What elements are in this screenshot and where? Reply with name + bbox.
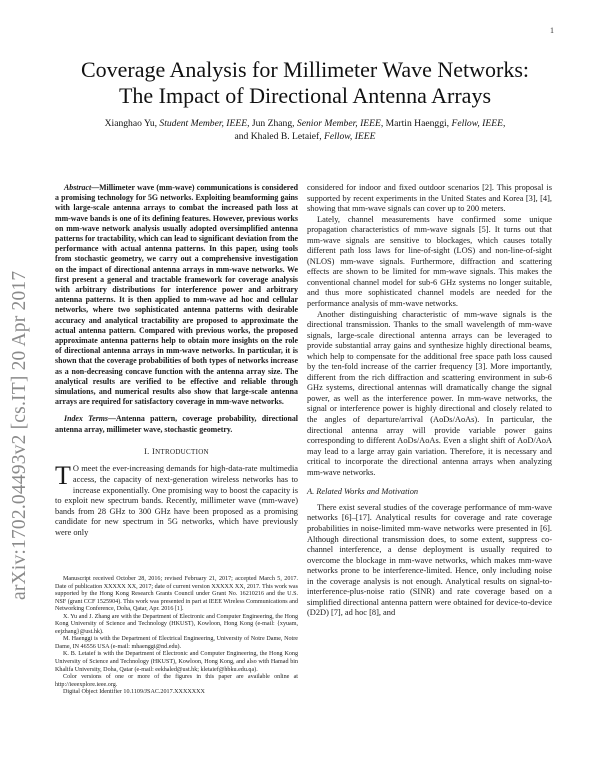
abstract-label: Abstract [64, 183, 92, 192]
intro-paragraph [55, 461, 298, 538]
footnote-color: Color versions of one or more of the figures in this paper are available online at http://ieeexplore.ieee.org. [55, 674, 298, 688]
authors-line-2: and Khaled B. Letaief, Fellow, IEEE [234, 130, 376, 142]
authors-line-1: Xianghao Yu, Student Member, IEEE, Jun Zhang, Senior Member, IEEE, Martin Haenggi, Fellow, IEEE, [104, 118, 506, 129]
left-column [55, 183, 298, 538]
paragraph-channel-measurements: Lately, channel measurements have confirmed some unique propagation characteristics of mm-wave signals [5]. It turns out that mm-wave signals are sensitive to blockages, which causes totally different path loss laws for line-of-sight (LOS) and non-line-of-sight (NLOS) mm-wave signals. Furthermore, diffraction and scattering effects are shown to be limited for mm-wave signals. This makes the conventional channel model for sub-6 GHz systems no longer suitable, and thus more sophisticated channel models are needed for the performance analysis of mm-wave networks. [307, 214, 552, 309]
abstract-text: Millimeter wave (mm-wave) communications is considered a promising technology for 5G networks. Exploiting beamforming gains with large-scale antenna arrays to combat the increased path loss at mm-wave bands is one of its defining features. However, previous works on mm-wave network analysis usually adopted oversimplified antenna patterns for tractability, which can lead to significant deviation from the performance with actual antenna patterns. In this paper, using tools from stochastic geometry, we carry out a comprehensive investigation on the impact of directional antenna arrays in mm-wave networks. We first present a general and tractable framework for coverage analysis with arbitrary distributions for interference power and arbitrary antenna patterns. It is then applied to mm-wave ad hoc and cellular networks, where two sophisticated antenna patterns with desirable accuracy and analytical tractability are proposed to approximate the actual antenna pattern. Compared with previous works, the proposed approximate antenna patterns help to obtain more insights on the role of directional antenna arrays in mm-wave networks. In particular, it is shown that the coverage probabilities of both types of networks increase as a non-decreasing concave function with the antenna array size. The analytical results are verified to be effective and reliable through simulations, and numerical results also show that large-scale antenna arrays are required for satisfactory coverage in mm-wave networks. [55, 183, 298, 407]
author-list [40, 118, 570, 143]
section-numeral: I. [144, 446, 150, 456]
paper-title [40, 57, 570, 109]
footnote-letaief: K. B. Letaief is with the Department of Electronic and Computer Engineering, the Hong Kong University of Science and Technology (HKUST), Kowloon, Hong Kong, and also with Hamad bin Khalifa University, Doha, Qatar (e-mail: eekhaled@ust.hk; kletaief@hbku.edu.qa). [55, 651, 298, 673]
abstract-dash: — [91, 183, 100, 192]
right-column [307, 183, 552, 619]
arxiv-stamp: arXiv:1702.04493v2 [cs.IT] 20 Apr 2017 [9, 270, 30, 600]
index-terms-label: Index Terms [64, 414, 108, 424]
index-terms-text: Antenna pattern, coverage probability, directional antenna array, millimeter wave, stochastic geometry. [55, 414, 298, 434]
index-terms-dash: — [108, 414, 116, 424]
paragraph-continued: considered for indoor and fixed outdoor scenarios [2]. This proposal is supported by recent experiments in the United States and Korea [3], [4], showing that mm-wave signals can cover up to 200 meters. [307, 183, 552, 214]
drop-cap: T [55, 461, 71, 491]
section-title-first: I [151, 446, 156, 456]
title-line-1: Coverage Analysis for Millimeter Wave Networks: [80, 57, 530, 82]
abstract [55, 183, 298, 407]
footnote-doi: Digital Object Identifier 10.1109/JSAC.2017.XXXXXXX [63, 689, 205, 696]
section-title-rest: NTRODUCTION [155, 447, 209, 456]
title-line-2: The Impact of Directional Antenna Arrays [118, 83, 492, 108]
footnotes [55, 576, 298, 697]
index-terms [55, 414, 298, 434]
section-heading-introduction [55, 447, 298, 458]
intro-text: O meet the ever-increasing demands for high-data-rate multimedia access, the capacity of next-generation wireless networks has to increase exponentially. One promising way to boost the capacity is to exploit new spectrum bands. Recently, millimeter wave (mm-wave) bands from 28 GHz to 300 GHz have been proposed as a promising candidate for new spectrum in 5G networks, which have previously were only [55, 464, 298, 537]
paragraph-directional-transmission: Another distinguishing characteristic of mm-wave signals is the directional transmission. Thanks to the small wavelength of mm-wave signals, large-scale directional antenna arrays can be leveraged to provide substantial array gains and synthesize highly directional beams, which help to compensate for the additional free space path loss caused by the ten-fold increase of the carrier frequency [3]. More importantly, different from the rich diffraction and scattering environment in sub-6 GHz systems, directional antennas will dramatically change the signal power, as well as the interference power. In mm-wave networks, the signal or interference power is highly directional and closely related to the angles of departure/arrival (AoDs/AoAs). In particular, the directional antenna array will provide variable power gains corresponding to different AoDs/AoAs. Even a slight shift of AoD/AoA may lead to a large array gain variation. Therefore, it is necessary and critical to incorporate the directional antenna arrays when analyzing mm-wave networks. [307, 309, 552, 477]
footnote-manuscript: Manuscript received October 28, 2016; revised February 21, 2017; accepted March 5, 2017. Date of publication XXXXX XX, 2017; date of current version XXXXX XX, 2017. This work was supported by the Hong Kong Research Grants Council under Grant No. 16210216 and the U.S. NSF (grant CCF 1525904). This work was presented in part at IEEE Wireless Communications and Networking Conference, Doha, Qatar, Apr. 2016 [1]. [55, 576, 298, 613]
page-number: 1 [550, 26, 554, 35]
footnote-yu-zhang: X. Yu and J. Zhang are with the Department of Electronic and Computer Engineering, the Hong Kong University of Science and Technology (HKUST), Kowloon, Hong Kong (e-mail: {xyuam, eejzhang}@ust.hk). [55, 613, 298, 635]
paragraph-related-works: There exist several studies of the coverage performance of mm-wave networks [6]–[17]. Analytical results for coverage and rate coverage probabilities in noise-limited mm-wave networks were presented in [6]. Although directional transmission does, to some extent, suppress co-channel interference, a dense deployment is usually required to overcome the blockage in mm-wave networks, which makes mm-wave networks prone to be interference-limited. Hence, only including noise in the coverage analysis is not enough. Analytical results on signal-to-interference-plus-noise ratio (SINR) and rate coverage based on a simplified directional antenna pattern were obtained for device-to-device (D2D) [7], ad hoc [8], and [307, 502, 552, 618]
footnote-haenggi: M. Haenggi is with the Department of Electrical Engineering, University of Notre Dame, Notre Dame, IN 46556 USA (e-mail: mhaenggi@nd.edu). [55, 636, 298, 650]
subsection-heading-related-works: A. Related Works and Motivation [307, 487, 419, 497]
